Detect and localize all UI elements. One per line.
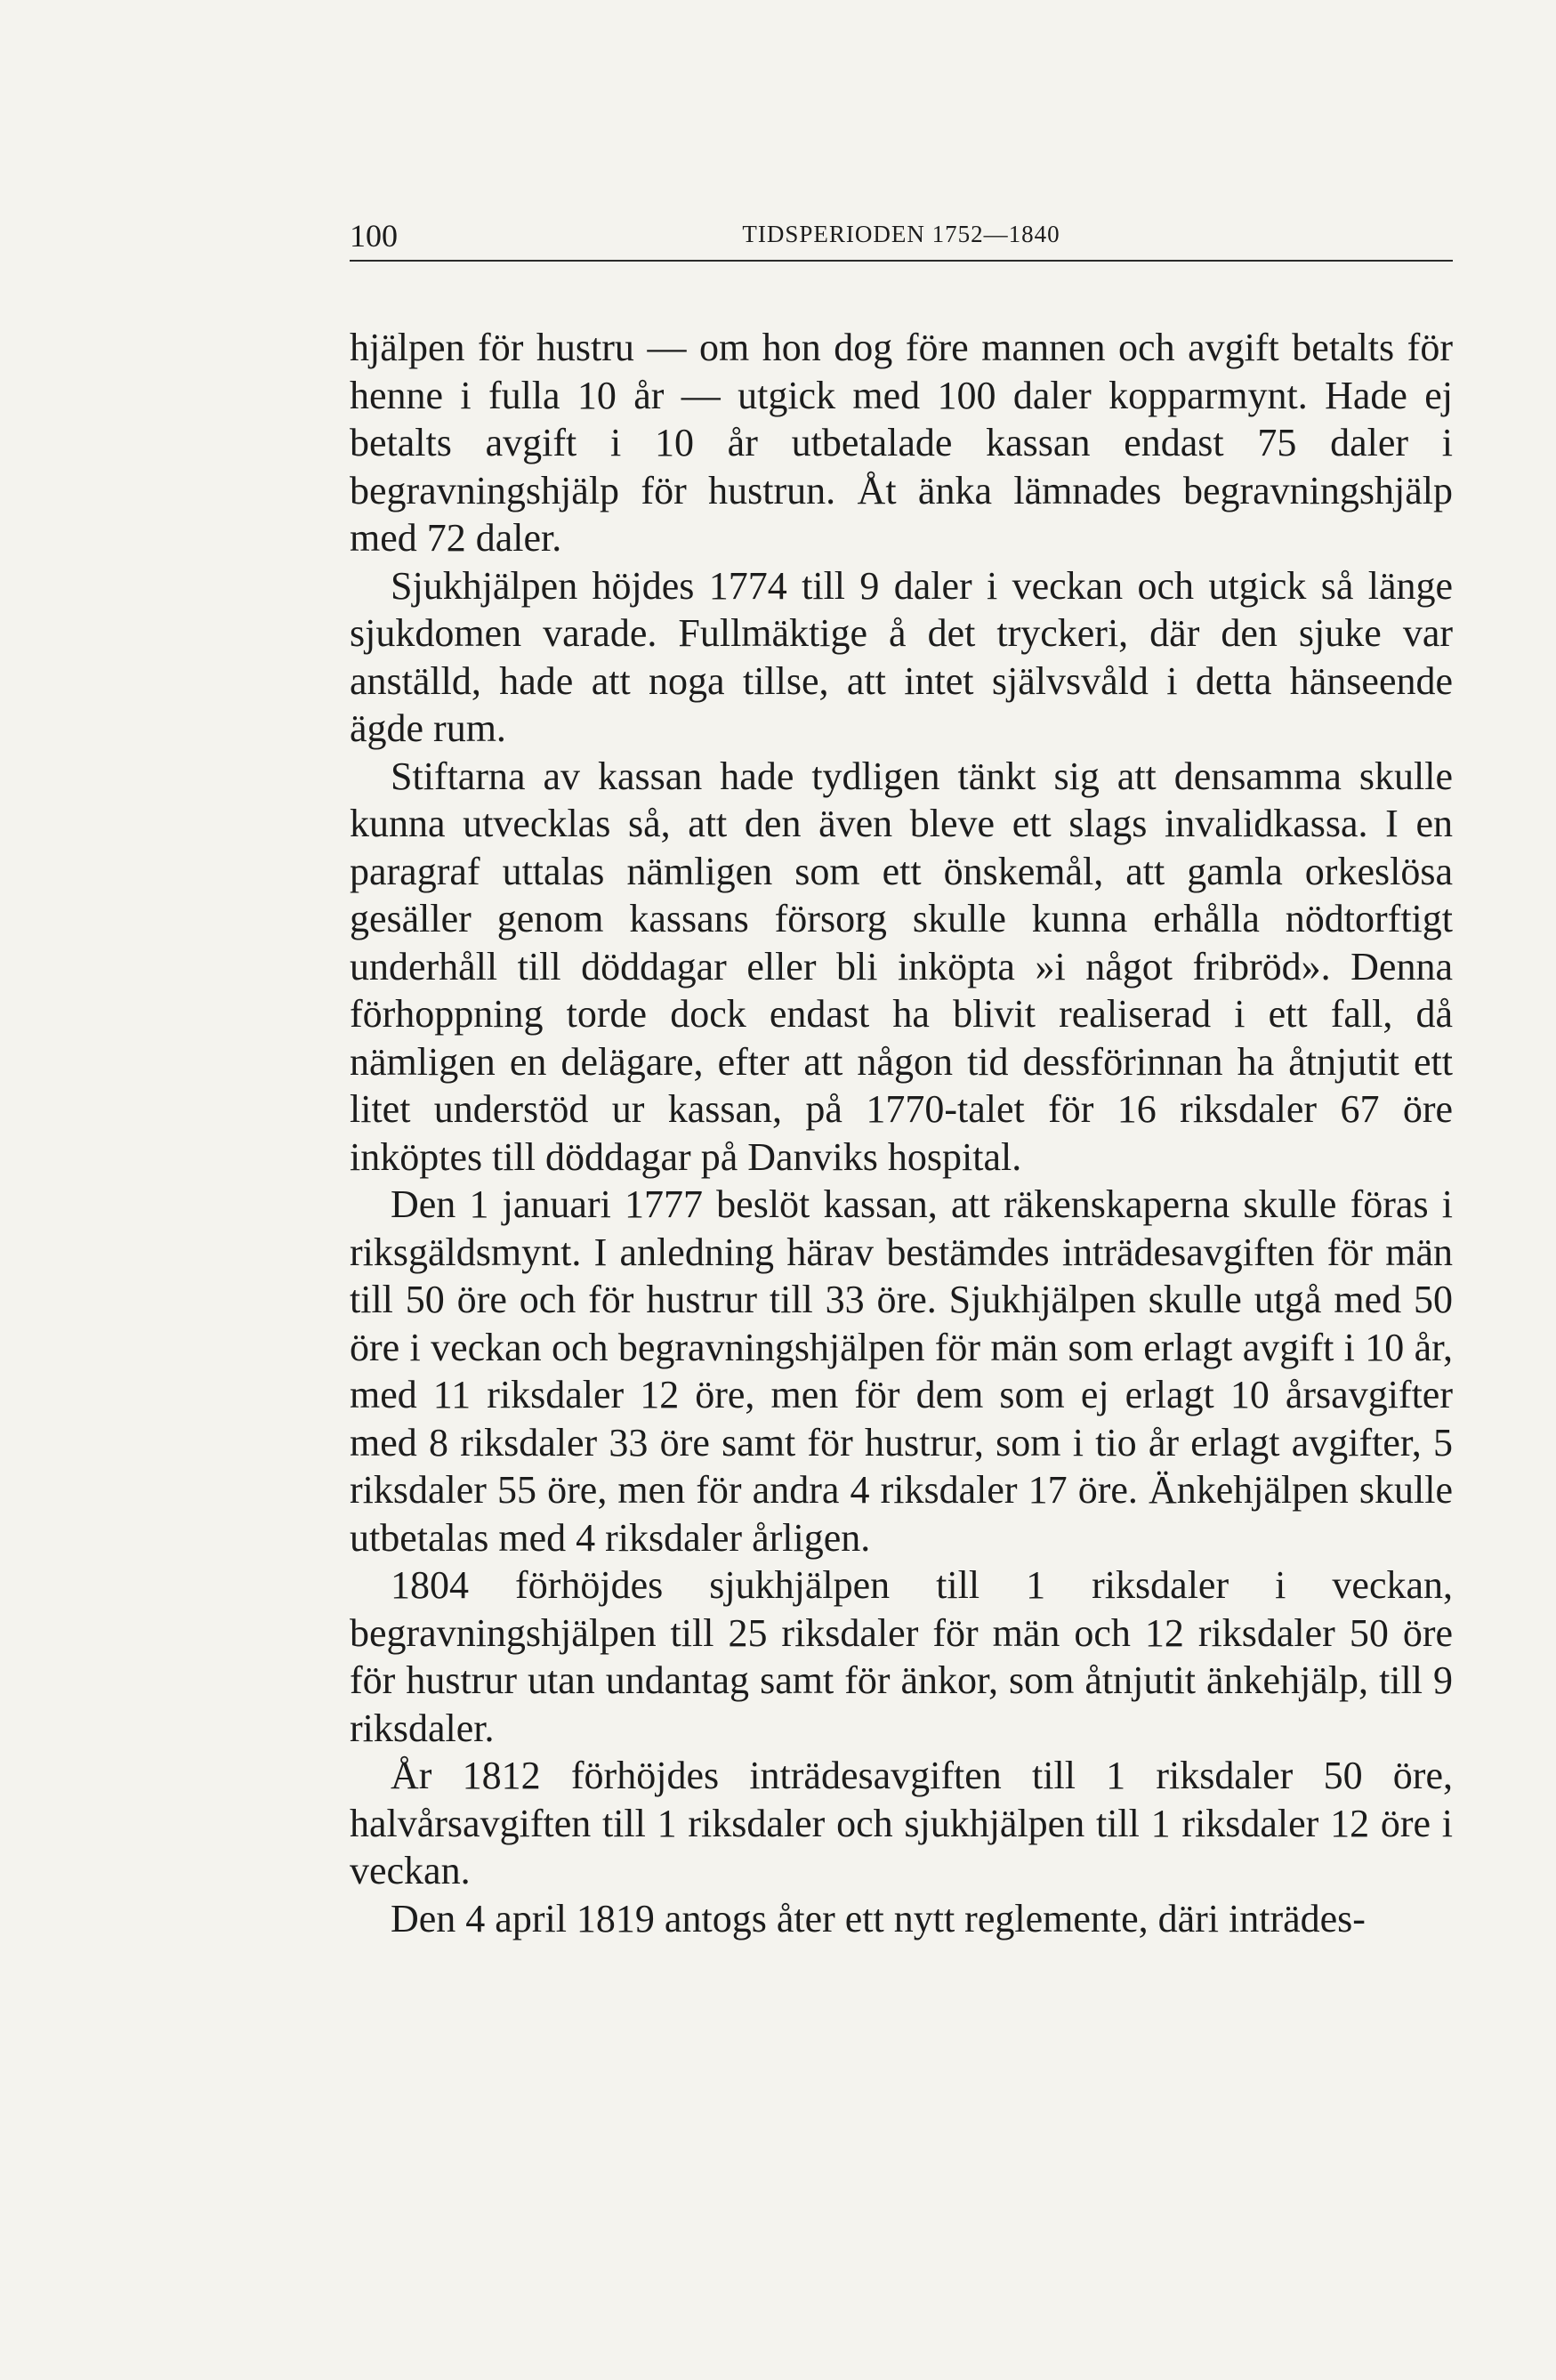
page-header (350, 214, 1453, 262)
paragraph-stiftarna: Stiftarna av kassan hade tydligen tänkt sig att densamma skulle kunna utvecklas så, att den även bleve ett slags invalidkassa. I en paragraf uttalas nämligen som ett önskemål, att gamla orkeslösa gesäller genom kassans försorg skulle kunna erhålla nödtorftigt underhåll till döddagar eller bli inköpta »i något fribröd». Denna förhoppning torde dock endast ha blivit realiserad i ett fall, då nämligen en delägare, efter att någon tid dessförinnan ha åtnjutit ett litet understöd ur kassan, på 1770-talet för 16 riksdaler 67 öre inköptes till döddagar på Danviks hospital. (350, 754, 1453, 1179)
running-head: TIDSPERIODEN 1752—1840 (742, 221, 1060, 247)
body-text (350, 324, 1453, 1942)
page-number: 100 (350, 218, 398, 254)
paragraph-1777: Den 1 januari 1777 beslöt kassan, att räkenskaperna skulle föras i riksgäldsmynt. I anledning härav bestämdes inträdesavgiften för män till 50 öre och för hustrur till 33 öre. Sjukhjälpen skulle utgå med 50 öre i veckan och begravningshjälpen för män som erlagt avgift i 10 år, med 11 riksdaler 12 öre, men för dem som ej erlagt 10 årsavgifter med 8 riksdaler 33 öre samt för hustrur, som i tio år erlagt avgifter, 5 riksdaler 55 öre, men för andra 4 riksdaler 17 öre. Änkehjälpen skulle utbetalas med 4 riksdaler årligen. (350, 1182, 1453, 1560)
paragraph-1804: 1804 förhöjdes sjukhjälpen till 1 riksdaler i veckan, begravningshjälpen till 25 riksdaler för män och 12 riksdaler 50 öre för hustrur utan undantag samt för änkor, som åtnjutit änkehjälp, till 9 riksdaler. (350, 1563, 1453, 1750)
paragraph-1819: Den 4 april 1819 antogs åter ett nytt reglemente, däri inträdes- (391, 1896, 1366, 1940)
paragraph-sjukhjalpen: Sjukhjälpen höjdes 1774 till 9 daler i veckan och utgick så länge sjukdomen varade. Fullmäktige å det tryckeri, där den sjuke var anställd, hade att noga tillse, att intet självsvåld i detta hänseende ägde rum. (350, 563, 1453, 750)
book-page (350, 214, 1453, 1942)
paragraph-1812: År 1812 förhöjdes inträdesavgiften till 1 riksdaler 50 öre, halvårsavgiften till 1 riksdaler och sjukhjälpen till 1 riksdaler 12 öre i veckan. (350, 1754, 1453, 1892)
paragraph-continuation: hjälpen för hustru — om hon dog före mannen och avgift betalts för henne i fulla 10 år — utgick med 100 daler kopparmynt. Hade ej betalts avgift i 10 år utbetalade kassan endast 75 daler i begravningshjälp för hustrun. Åt änka lämnades begravningshjälp med 72 daler. (350, 326, 1453, 560)
